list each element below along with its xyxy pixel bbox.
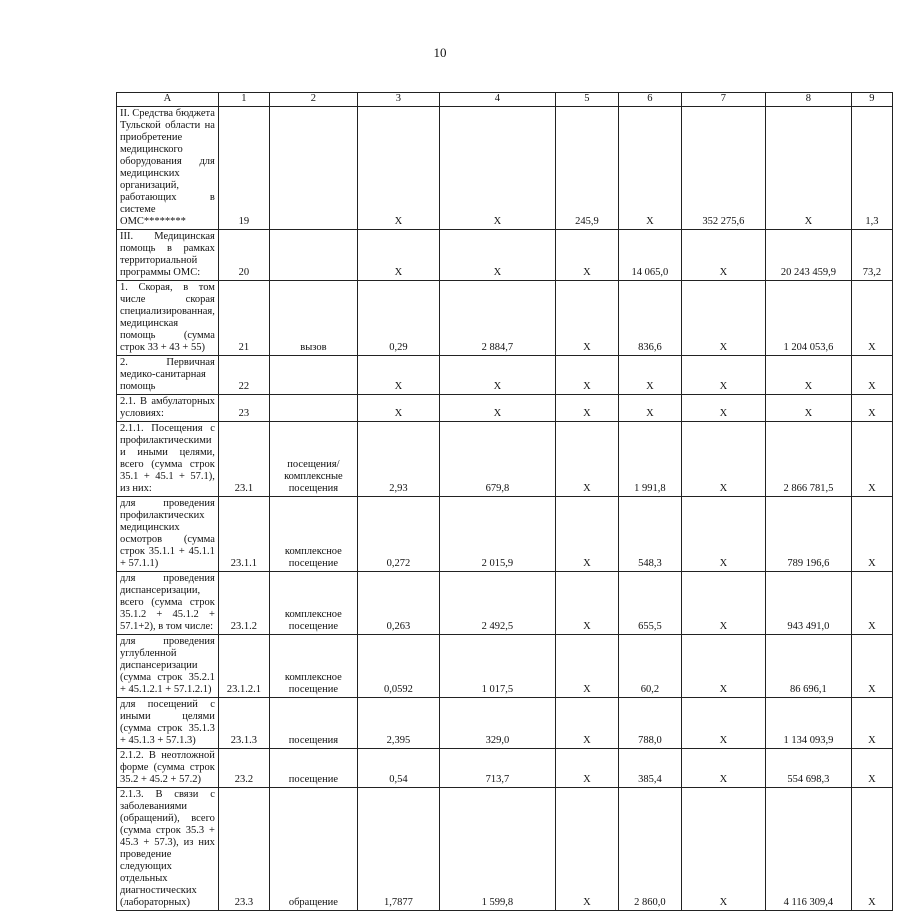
row-code: 23.3 [218, 788, 269, 911]
row-code: 23 [218, 395, 269, 422]
column-header: 7 [681, 93, 765, 107]
total-budget: Х [681, 788, 765, 911]
total-budget: Х [681, 356, 765, 395]
unit-of-measure: вызов [269, 281, 357, 356]
table-row [117, 356, 893, 395]
percent-share: Х [851, 788, 892, 911]
per-capita-budget: Х [555, 788, 618, 911]
per-capita-oms: 385,4 [618, 749, 681, 788]
norm-per-person: 2,93 [357, 422, 439, 497]
percent-share: Х [851, 698, 892, 749]
per-capita-budget: Х [555, 356, 618, 395]
per-capita-budget: Х [555, 572, 618, 635]
total-budget: 352 275,6 [681, 107, 765, 230]
total-oms: 1 134 093,9 [765, 698, 851, 749]
per-capita-oms: 655,5 [618, 572, 681, 635]
total-budget: Х [681, 230, 765, 281]
column-header: 6 [618, 93, 681, 107]
total-budget: Х [681, 422, 765, 497]
percent-share: Х [851, 356, 892, 395]
row-name: для проведения диспансеризации, всего (сумма строк 35.1.2 + 45.1.2 + 57.1+2), в том числе: [117, 572, 219, 635]
unit-of-measure: комплексное посещение [269, 635, 357, 698]
norm-per-person: 0,29 [357, 281, 439, 356]
total-oms: 943 491,0 [765, 572, 851, 635]
row-code: 23.2 [218, 749, 269, 788]
percent-share: Х [851, 422, 892, 497]
column-header: 4 [439, 93, 555, 107]
total-oms: 1 204 053,6 [765, 281, 851, 356]
cost-per-unit: 329,0 [439, 698, 555, 749]
per-capita-oms: Х [618, 107, 681, 230]
row-name: 2. Первичная медико-санитарная помощь [117, 356, 219, 395]
cost-per-unit: 713,7 [439, 749, 555, 788]
percent-share: Х [851, 749, 892, 788]
total-oms: 4 116 309,4 [765, 788, 851, 911]
percent-share: Х [851, 395, 892, 422]
norm-per-person: Х [357, 395, 439, 422]
column-header: 5 [555, 93, 618, 107]
row-name: III. Медицинская помощь в рамках территориальной программы ОМС: [117, 230, 219, 281]
row-name: 2.1.2. В неотложной форме (сумма строк 35.2 + 45.2 + 57.2) [117, 749, 219, 788]
per-capita-oms: 14 065,0 [618, 230, 681, 281]
norm-per-person: 0,263 [357, 572, 439, 635]
table-row [117, 635, 893, 698]
norm-per-person: 0,272 [357, 497, 439, 572]
total-budget: Х [681, 698, 765, 749]
per-capita-budget: Х [555, 230, 618, 281]
cost-per-unit: 2 015,9 [439, 497, 555, 572]
unit-of-measure: посещение [269, 749, 357, 788]
total-budget: Х [681, 749, 765, 788]
row-code: 23.1.3 [218, 698, 269, 749]
norm-per-person: Х [357, 107, 439, 230]
unit-of-measure [269, 395, 357, 422]
data-table [116, 92, 893, 911]
total-oms: Х [765, 107, 851, 230]
per-capita-oms: 1 991,8 [618, 422, 681, 497]
table-row [117, 422, 893, 497]
row-code: 19 [218, 107, 269, 230]
unit-of-measure [269, 356, 357, 395]
total-budget: Х [681, 497, 765, 572]
cost-per-unit: 2 884,7 [439, 281, 555, 356]
row-name: для посещений с иными целями (сумма строк 35.1.3 + 45.1.3 + 57.1.3) [117, 698, 219, 749]
table-row [117, 749, 893, 788]
per-capita-oms: Х [618, 395, 681, 422]
column-header: 8 [765, 93, 851, 107]
total-oms: 554 698,3 [765, 749, 851, 788]
column-header: 9 [851, 93, 892, 107]
cost-per-unit: Х [439, 230, 555, 281]
total-oms: 20 243 459,9 [765, 230, 851, 281]
row-name: 1. Скорая, в том числе скорая специализированная, медицинская помощь (сумма строк 33 + 43 + 55) [117, 281, 219, 356]
table-row [117, 788, 893, 911]
per-capita-budget: 245,9 [555, 107, 618, 230]
unit-of-measure [269, 230, 357, 281]
percent-share: 1,3 [851, 107, 892, 230]
row-name: II. Средства бюджета Тульской области на приобретение медицинского оборудования для медицинских организаций, работающих в системе ОМС******** [117, 107, 219, 230]
per-capita-budget: Х [555, 698, 618, 749]
norm-per-person: 2,395 [357, 698, 439, 749]
per-capita-budget: Х [555, 635, 618, 698]
per-capita-budget: Х [555, 497, 618, 572]
cost-per-unit: 1 599,8 [439, 788, 555, 911]
table-row [117, 107, 893, 230]
total-budget: Х [681, 635, 765, 698]
cost-per-unit: Х [439, 395, 555, 422]
per-capita-oms: 836,6 [618, 281, 681, 356]
unit-of-measure: посещения/ комплексные посещения [269, 422, 357, 497]
unit-of-measure: комплексное посещение [269, 572, 357, 635]
percent-share: 73,2 [851, 230, 892, 281]
per-capita-budget: Х [555, 281, 618, 356]
row-code: 23.1 [218, 422, 269, 497]
row-code: 20 [218, 230, 269, 281]
total-oms: Х [765, 356, 851, 395]
total-oms: 789 196,6 [765, 497, 851, 572]
row-name: 2.1.3. В связи с заболеваниями (обращений), всего (сумма строк 35.3 + 45.3 + 57.3), из них проведение следующих отдельных диагностических (лабораторных) [117, 788, 219, 911]
total-oms: 86 696,1 [765, 635, 851, 698]
cost-per-unit: Х [439, 356, 555, 395]
total-budget: Х [681, 281, 765, 356]
per-capita-oms: 2 860,0 [618, 788, 681, 911]
norm-per-person: Х [357, 230, 439, 281]
percent-share: Х [851, 281, 892, 356]
total-budget: Х [681, 395, 765, 422]
percent-share: Х [851, 497, 892, 572]
per-capita-budget: Х [555, 422, 618, 497]
unit-of-measure: обращение [269, 788, 357, 911]
norm-per-person: 0,0592 [357, 635, 439, 698]
row-code: 22 [218, 356, 269, 395]
column-header: 2 [269, 93, 357, 107]
row-name: для проведения углубленной диспансеризации (сумма строк 35.2.1 + 45.1.2.1 + 57.1.2.1) [117, 635, 219, 698]
cost-per-unit: Х [439, 107, 555, 230]
total-oms: Х [765, 395, 851, 422]
per-capita-oms: 60,2 [618, 635, 681, 698]
cost-per-unit: 2 492,5 [439, 572, 555, 635]
row-name: для проведения профилактических медицинских осмотров (сумма строк 35.1.1 + 45.1.1 + 57.1.1) [117, 497, 219, 572]
table-row [117, 230, 893, 281]
per-capita-budget: Х [555, 395, 618, 422]
header-row [117, 93, 893, 107]
norm-per-person: 1,7877 [357, 788, 439, 911]
table-row [117, 572, 893, 635]
row-code: 23.1.2.1 [218, 635, 269, 698]
table-row [117, 281, 893, 356]
row-name: 2.1. В амбулаторных условиях: [117, 395, 219, 422]
row-code: 21 [218, 281, 269, 356]
total-budget: Х [681, 572, 765, 635]
page-number: 10 [433, 45, 447, 60]
cost-per-unit: 1 017,5 [439, 635, 555, 698]
column-header: А [117, 93, 219, 107]
row-code: 23.1.1 [218, 497, 269, 572]
cost-per-unit: 679,8 [439, 422, 555, 497]
column-header: 1 [218, 93, 269, 107]
percent-share: Х [851, 635, 892, 698]
table-row [117, 497, 893, 572]
unit-of-measure [269, 107, 357, 230]
unit-of-measure: посещения [269, 698, 357, 749]
unit-of-measure: комплексное посещение [269, 497, 357, 572]
percent-share: Х [851, 572, 892, 635]
per-capita-budget: Х [555, 749, 618, 788]
norm-per-person: Х [357, 356, 439, 395]
row-name: 2.1.1. Посещения с профилактическими и иными целями, всего (сумма строк 35.1 + 45.1 + 57.1), из них: [117, 422, 219, 497]
table-row [117, 395, 893, 422]
per-capita-oms: Х [618, 356, 681, 395]
total-oms: 2 866 781,5 [765, 422, 851, 497]
per-capita-oms: 548,3 [618, 497, 681, 572]
per-capita-oms: 788,0 [618, 698, 681, 749]
row-code: 23.1.2 [218, 572, 269, 635]
column-header: 3 [357, 93, 439, 107]
table-row [117, 698, 893, 749]
norm-per-person: 0,54 [357, 749, 439, 788]
